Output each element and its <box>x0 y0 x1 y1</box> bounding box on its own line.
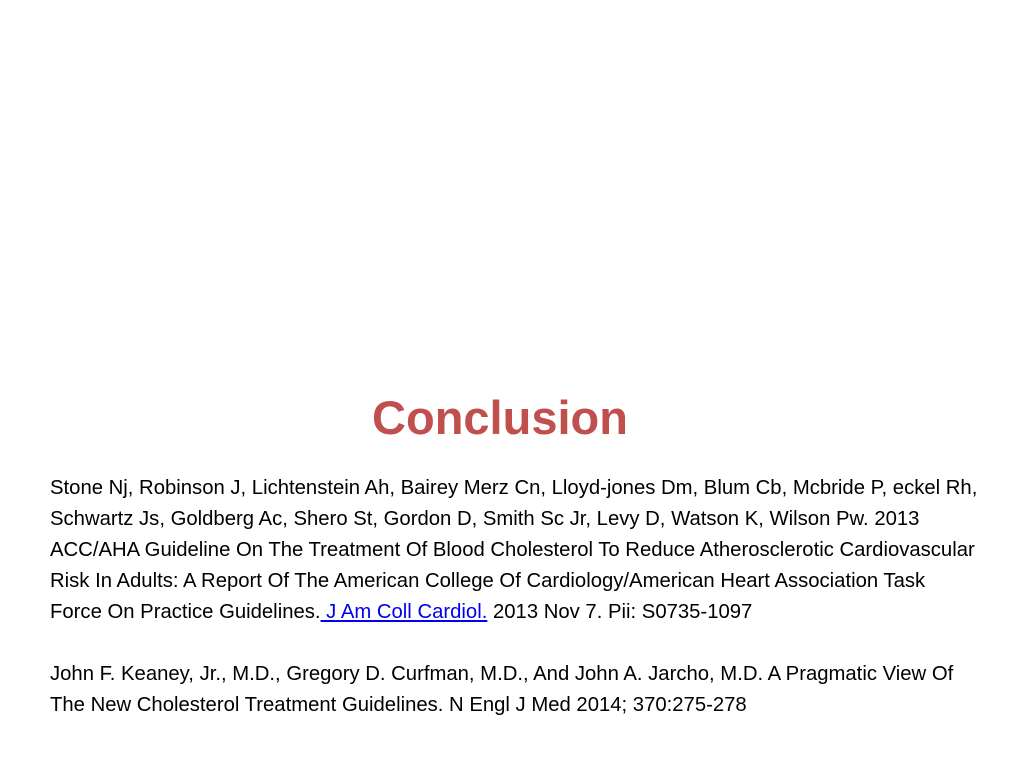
reference-citation-tail: 2013 Nov 7. Pii: S0735-1097 <box>487 601 753 623</box>
journal-link[interactable]: J Am Coll Cardiol. <box>320 601 488 623</box>
slide-title: Conclusion <box>372 391 628 444</box>
reference-text: Stone Nj, Robinson J, Lichtenstein Ah, Bairey Merz Cn, Lloyd-jones Dm, Blum Cb, Mcbride P, eckel Rh, Schwartz Js, Goldberg Ac, Shero St, Gordon D, Smith Sc Jr, Levy D, Watson K, Wilson Pw. 2013 ACC/AHA Guideline On The Treatment Of Blood Cholesterol To Reduce Atherosclerotic Cardiovascular Risk In Adults: A Report Of The American College Of Cardiology/American Heart Association Task Force On Practice Guidelines. <box>50 477 978 623</box>
reference-item <box>50 659 980 721</box>
references-section <box>50 473 980 721</box>
reference-item <box>50 473 980 628</box>
reference-text: John F. Keaney, Jr., M.D., Gregory D. Curfman, M.D., And John A. Jarcho, M.D. A Pragmatic View Of The New Cholesterol Treatment Guidelines. N Engl J Med 2014; 370:275-278 <box>50 663 954 716</box>
